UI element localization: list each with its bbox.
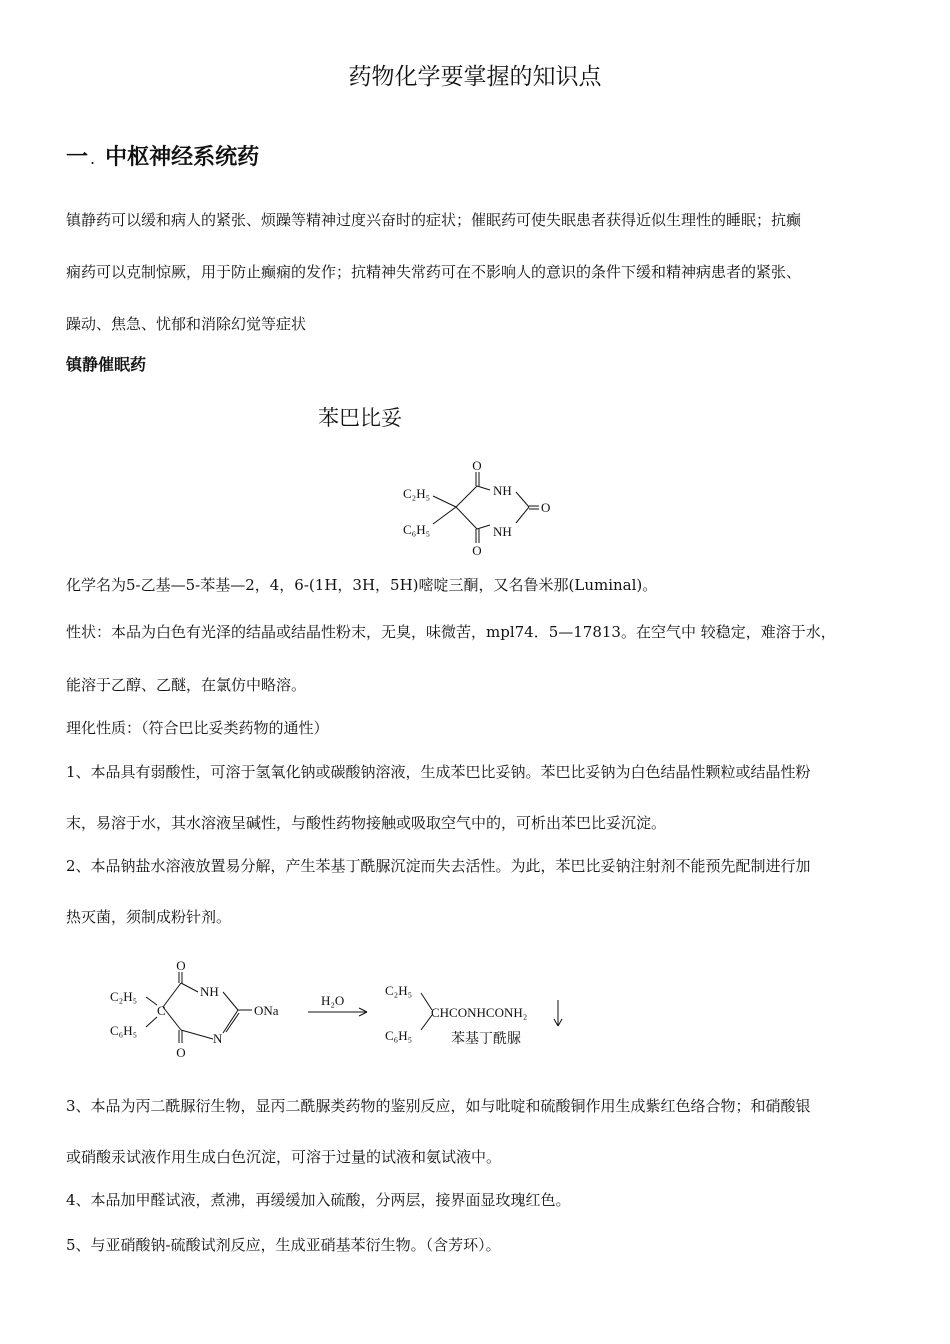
section-heading bbox=[66, 140, 259, 171]
r-c-label: C bbox=[157, 1003, 166, 1018]
subheading: 镇静催眠药 bbox=[66, 355, 147, 374]
chemical-name: 化学名为5-乙基—5-苯基—2，4，6-(1H，3H，5H)嘧啶三酮，又名鲁米那(Luminal)。 bbox=[66, 576, 658, 594]
ethyl-label: C₂H₅ bbox=[403, 486, 431, 501]
properties-line: 能溶于乙醇、乙醚，在氯仿中略溶。 bbox=[66, 676, 307, 694]
intro-line: 痫药可以克制惊厥，用于防止癫痫的发作；抗精神失常药可在不影响人的意识的条件下缓和精神病患者的紧张、 bbox=[66, 263, 802, 281]
hydrolysis-reaction bbox=[105, 955, 575, 1070]
item-1-line: 1、本品具有弱酸性，可溶于氢氧化钠或碳酸钠溶液，生成苯巴比妥钠。苯巴比妥钠为白色结晶性颗粒或结晶性粉 bbox=[66, 763, 811, 781]
item-5: 5、与亚硝酸钠-硫酸试剂反应，生成亚硝基苯衍生物。（含芳环）。 bbox=[66, 1236, 501, 1254]
section-number: 一 bbox=[66, 145, 89, 170]
reagent-label: H₂O bbox=[321, 993, 345, 1008]
phenobarbital-structure bbox=[395, 452, 565, 562]
r-nh-label: NH bbox=[200, 984, 219, 999]
section-title: 中枢神经系统药 bbox=[105, 145, 260, 170]
intro-line: 躁动、焦急、忧郁和消除幻觉等症状 bbox=[66, 315, 307, 333]
properties-line: 性状：本品为白色有光泽的结晶或结晶性粉末，无臭，味微苦，mpl74．5—17813。在空气中 较稳定，难溶于水， bbox=[66, 623, 836, 641]
page-title: 药物化学要掌握的知识点 bbox=[348, 64, 602, 90]
intro-line: 镇静药可以缓和病人的紧张、烦躁等精神过度兴奋时的症状；催眠药可使失眠患者获得近似生理性的睡眠；抗癫 bbox=[66, 211, 802, 229]
item-3-line: 或硝酸汞试液作用生成白色沉淀，可溶于过量的试液和氨试液中。 bbox=[66, 1148, 502, 1166]
nh-bottom-label: NH bbox=[493, 524, 512, 539]
product-ethyl-label: C₂H₅ bbox=[385, 983, 413, 998]
item-1-line: 末，易溶于水，其水溶液呈碱性，与酸性药物接触或吸取空气中的，可析出苯巴比妥沉淀。 bbox=[66, 814, 667, 832]
o-right-label: O bbox=[541, 500, 551, 515]
phenyl-label: C₆H₅ bbox=[403, 522, 431, 537]
physchem-title: 理化性质：（符合巴比妥类药物的通性） bbox=[66, 719, 329, 737]
product-phenyl-label: C₆H₅ bbox=[385, 1028, 413, 1043]
r-n-label: N bbox=[213, 1031, 223, 1046]
drug-name: 苯巴比妥 bbox=[318, 406, 402, 430]
r-phenyl-label: C₆H₅ bbox=[110, 1023, 138, 1038]
structure-bonds bbox=[433, 472, 539, 543]
product-name: 苯基丁酰脲 bbox=[451, 1032, 521, 1047]
r-o-bottom-label: O bbox=[176, 1045, 186, 1060]
section-dot: . bbox=[90, 149, 96, 168]
r-ona-label: ONa bbox=[254, 1003, 279, 1018]
item-2-line: 热灭菌，须制成粉针剂。 bbox=[66, 908, 232, 926]
item-2-line: 2、本品钠盐水溶液放置易分解，产生苯基丁酰脲沉淀而失去活性。为此，苯巴比妥钠注射剂不能预先配制进行加 bbox=[66, 857, 811, 875]
r-ethyl-label: C₂H₅ bbox=[110, 989, 138, 1004]
r-o-top-label: O bbox=[176, 958, 186, 973]
product-formula: CHCONHCONH₂ bbox=[431, 1005, 528, 1020]
nh-top-label: NH bbox=[493, 483, 512, 498]
item-3-line: 3、本品为丙二酰脲衍生物，显丙二酰脲类药物的鉴别反应，如与吡啶和硫酸铜作用生成紫红色络合物；和硝酸银 bbox=[66, 1097, 811, 1115]
o-top-label: O bbox=[472, 458, 482, 473]
item-4: 4、本品加甲醛试液，煮沸，再缓缓加入硫酸，分两层，接界面显玫瑰红色。 bbox=[66, 1191, 571, 1209]
o-bottom-label: O bbox=[472, 543, 482, 558]
